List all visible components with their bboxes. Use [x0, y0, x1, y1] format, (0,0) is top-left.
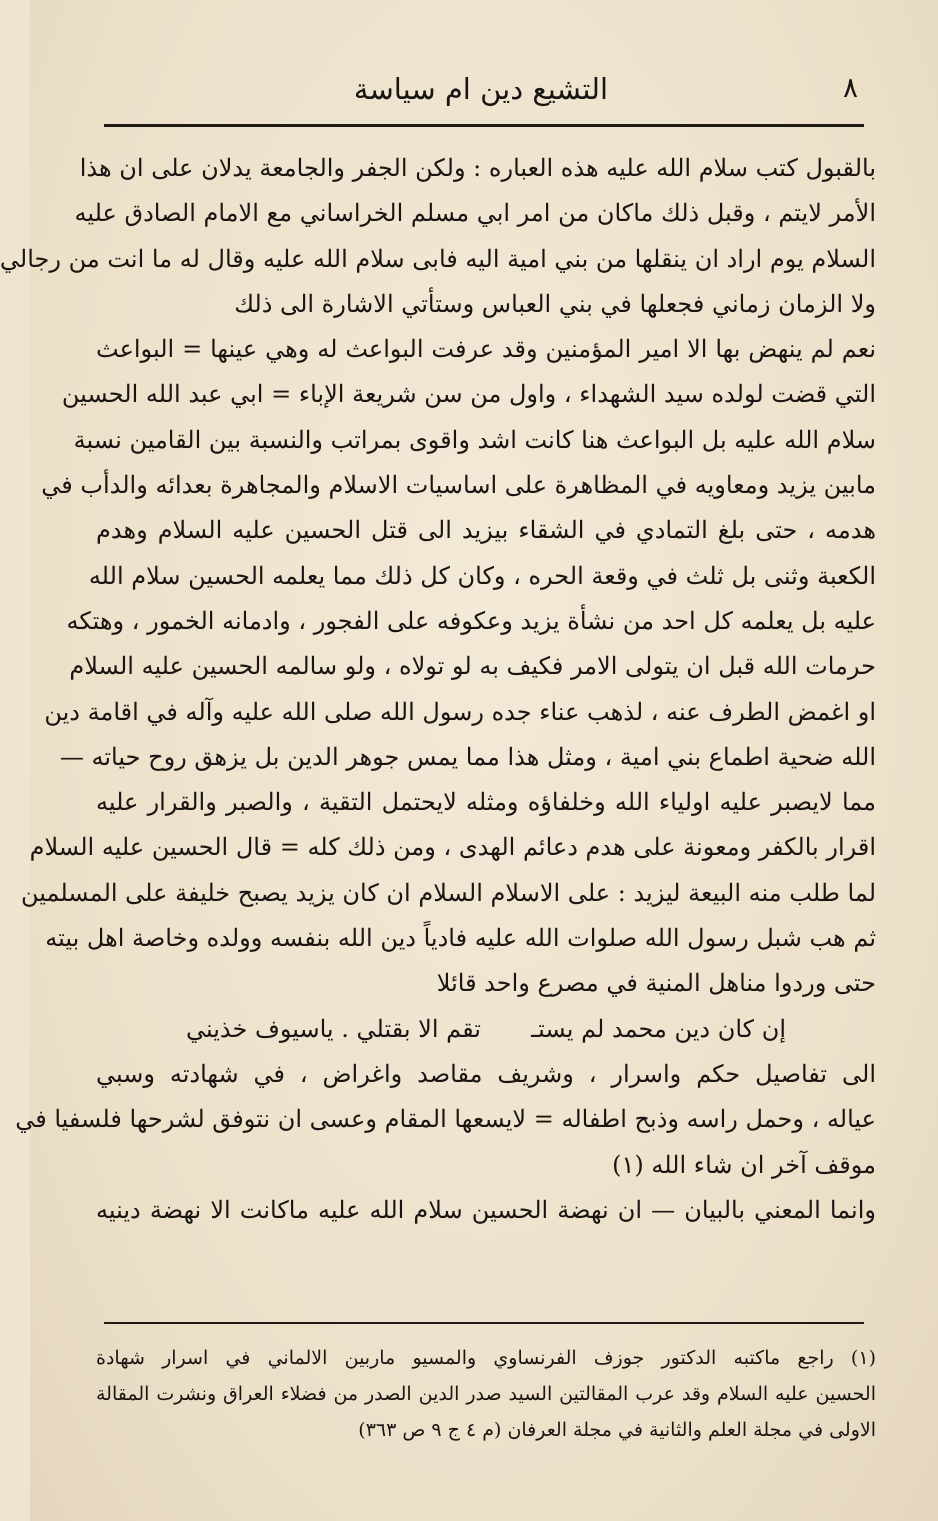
verse-right-hemistich: إن كان دين محمد لم يستـ	[531, 1014, 786, 1043]
text-line: سلام الله عليه بل البواعث هنا كانت اشد واقوى بمراتب والنسبة بين القامين نسبة	[73, 425, 876, 454]
text-line: عليه بل يعلمه كل احد من نشأة يزيد وعكوفه على الفجور ، وادمانه الخمور ، وهتكه	[66, 606, 876, 635]
page-number: ٨	[842, 71, 858, 104]
text-line: لما طلب منه البيعة ليزيد : على الاسلام السلام ان كان يزيد يصبح خليفة على المسلمين	[20, 878, 876, 907]
text-line: موقف آخر ان شاء الله (١)	[612, 1150, 876, 1179]
running-title: التشيع دين ام سياسة	[353, 72, 609, 106]
text-line: نعم لم ينهض بها الا امير المؤمنين وقد عرفت البواعث له وهي عينها = البواعث	[96, 335, 876, 364]
poetry-verse	[96, 1007, 876, 1052]
text-line: ولا الزمان زماني فجعلها في بني العباس وستأتي الاشارة الى ذلك	[234, 289, 876, 318]
text-line: حتى وردوا مناهل المنية في مصرع واحد قائلا	[436, 969, 876, 998]
text-line: وانما المعني بالبيان — ان نهضة الحسين سلام الله عليه ماكانت الا نهضة دينيه	[96, 1195, 876, 1224]
footnote-line: الاولى في مجلة العلم والثانية في مجلة العرفان (م ٤ ج ٩ ص ٣٦٣)	[358, 1419, 876, 1441]
footnote-rule	[104, 1322, 864, 1324]
text-line: عياله ، وحمل راسه وذبح اطفاله = لايسعها المقام وعسى ان نتوفق لشرحها فلسفيا في	[15, 1105, 876, 1134]
text-line: التي قضت لولده سيد الشهداء ، واول من سن شريعة الإباء = ابي عبد الله الحسين	[61, 380, 876, 409]
footnote	[96, 1340, 876, 1448]
page-header	[100, 66, 862, 116]
text-line: حرمات الله قبل ان يتولى الامر فكيف به لو تولاه ، ولو سالمه الحسين عليه السلام	[69, 652, 876, 681]
text-line: مابين يزيد ومعاويه في المظاهرة على اساسيات الاسلام والمجاهرة بعدائه والدأب في	[41, 471, 876, 500]
text-line: هدمه ، حتى بلغ التمادي في الشقاء بيزيد الى قتل الحسين عليه السلام وهدم	[96, 516, 876, 545]
header-rule	[104, 124, 864, 127]
main-text	[0, 146, 876, 1233]
text-line: او اغمض الطرف عنه ، لذهب عناء جده رسول الله صلى الله عليه وآله في اقامة دين	[44, 697, 876, 726]
text-line: بالقبول كتب سلام الله عليه هذه العباره : ولكن الجفر والجامعة يدلان على ان هذا	[79, 154, 876, 182]
footnote-line: الحسين عليه السلام وقد عرب المقالتين السيد صدر الدين الصدر من فضلاء العراق ونشرت المقالة	[96, 1383, 876, 1405]
footnote-line: (١) راجع ماكتبه الدكتور جوزف الفرنساوي والمسيو ماربين الالماني في اسرار شهادة	[96, 1347, 876, 1369]
text-line: السلام يوم اراد ان ينقلها من بني امية اليه فابى سلام الله عليه وقال له ما انت من رجالي	[0, 244, 876, 273]
text-line: اقرار بالكفر ومعونة على هدم دعائم الهدى ، ومن ذلك كله = قال الحسين عليه السلام	[29, 833, 876, 862]
text-line: الى تفاصيل حكم واسرار ، وشريف مقاصد واغراض ، في شهادته وسبي	[96, 1059, 876, 1088]
text-line: الله ضحية اطماع بني امية ، ومثل هذا مما يمس جوهر الدين بل يزهق روح حياته —	[59, 742, 876, 771]
text-line: الكعبة وثنى بل ثلث في وقعة الحره ، وكان كل ذلك مما يعلمه الحسين سلام الله	[88, 561, 876, 590]
verse-left-hemistich: تقم الا بقتلي . ياسيوف خذيني	[186, 1014, 481, 1043]
text-line: ثم هب شبل رسول الله صلوات الله عليه فادياً دين الله بنفسه وولده وخاصة اهل بيته	[45, 924, 876, 953]
text-line: مما لايصبر عليه اولياء الله وخلفاؤه ومثله لايحتمل التقية ، والصبر والقرار عليه	[96, 788, 876, 817]
text-line: الأمر لايتم ، وقبل ذلك ماكان من امر ابي مسلم الخراساني مع الامام الصادق عليه	[74, 199, 876, 228]
